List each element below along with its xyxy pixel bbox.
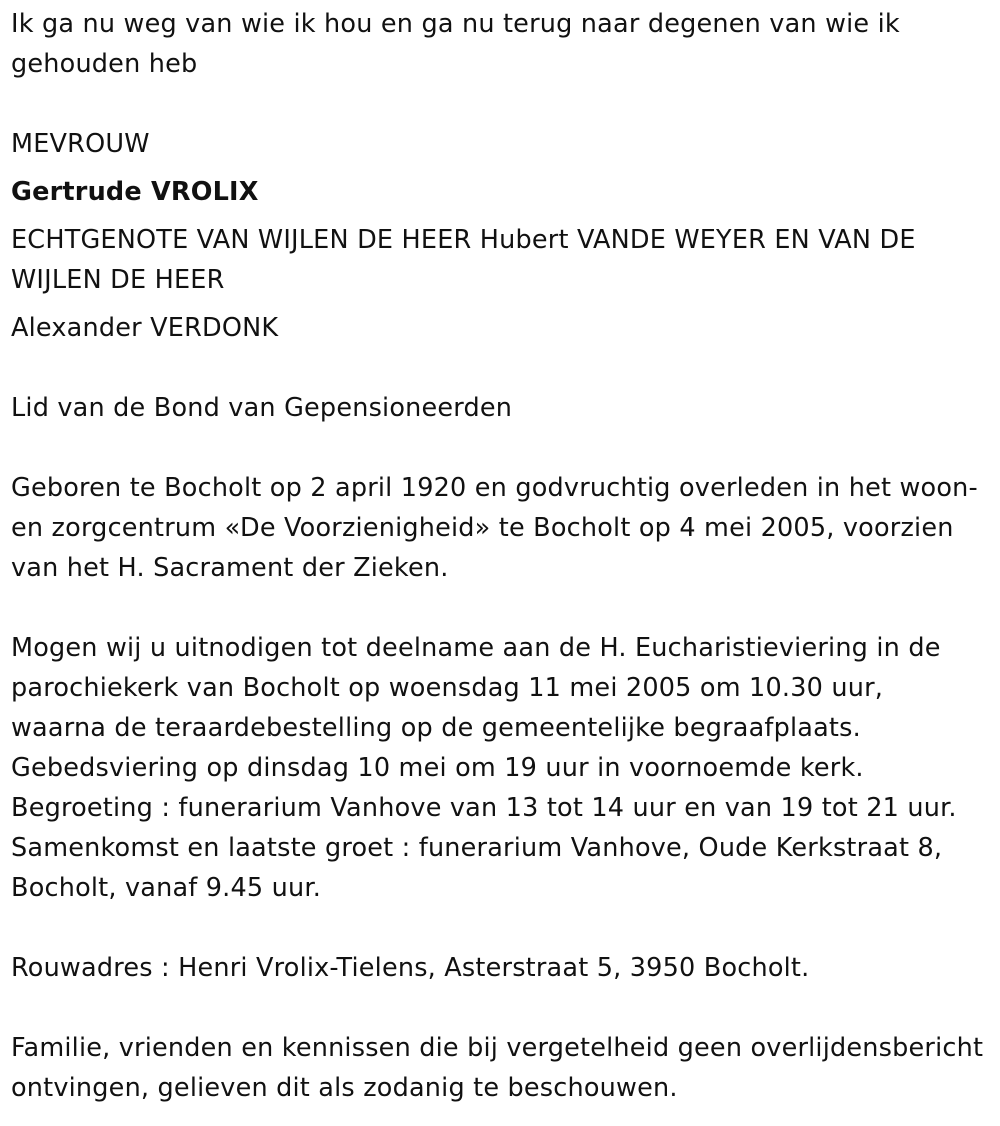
motto: Ik ga nu weg van wie ik hou en ga nu terug naar degenen van wie ik gehouden heb: [11, 9, 900, 79]
second-spouse: Alexander VERDONK: [11, 313, 279, 343]
ceremony-gathering: Samenkomst en laatste groet : funerarium Vanhove, Oude Kerkstraat 8, Bocholt, vanaf 9.45 uur.: [11, 833, 943, 903]
ceremony-visitation: Begroeting : funerarium Vanhove van 13 tot 14 uur en van 19 tot 21 uur.: [11, 793, 957, 823]
spouse-line: ECHTGENOTE VAN WIJLEN DE HEER Hubert VANDE WEYER EN VAN DE WIJLEN DE HEER: [11, 225, 916, 295]
closing-note: Familie, vrienden en kennissen die bij vergetelheid geen overlijdensbericht ontvingen, gelieven dit als zodanig te beschouwen.: [11, 1033, 984, 1103]
deceased-name: Gertrude VROLIX: [11, 177, 259, 207]
salutation: MEVROUW: [11, 129, 150, 159]
spacer: [11, 908, 986, 948]
ceremony-mass: Mogen wij u uitnodigen tot deelname aan de H. Eucharistieviering in de parochiekerk van Bocholt op woensdag 11 mei 2005 om 10.30 uur, waarna de teraardebestelling op de gemeentelijke begraafplaats.: [11, 633, 941, 743]
birth-death: Geboren te Bocholt op 2 april 1920 en godvruchtig overleden in het woon- en zorgcentrum «De Voorzienigheid» te Bocholt op 4 mei 2005, voorzien van het H. Sacrament der Zieken.: [11, 473, 978, 583]
spacer: [11, 164, 986, 172]
spacer: [11, 300, 986, 308]
spacer: [11, 588, 986, 628]
membership: Lid van de Bond van Gepensioneerden: [11, 393, 513, 423]
ceremony-prayer: Gebedsviering op dinsdag 10 mei om 19 uur in voornoemde kerk.: [11, 753, 864, 783]
spacer: [11, 988, 986, 1028]
spacer: [11, 212, 986, 220]
spacer: [11, 428, 986, 468]
spacer: [11, 348, 986, 388]
obituary-notice: [11, 4, 986, 1108]
spacer: [11, 84, 986, 124]
mourning-address: Rouwadres : Henri Vrolix-Tielens, Asterstraat 5, 3950 Bocholt.: [11, 953, 810, 983]
